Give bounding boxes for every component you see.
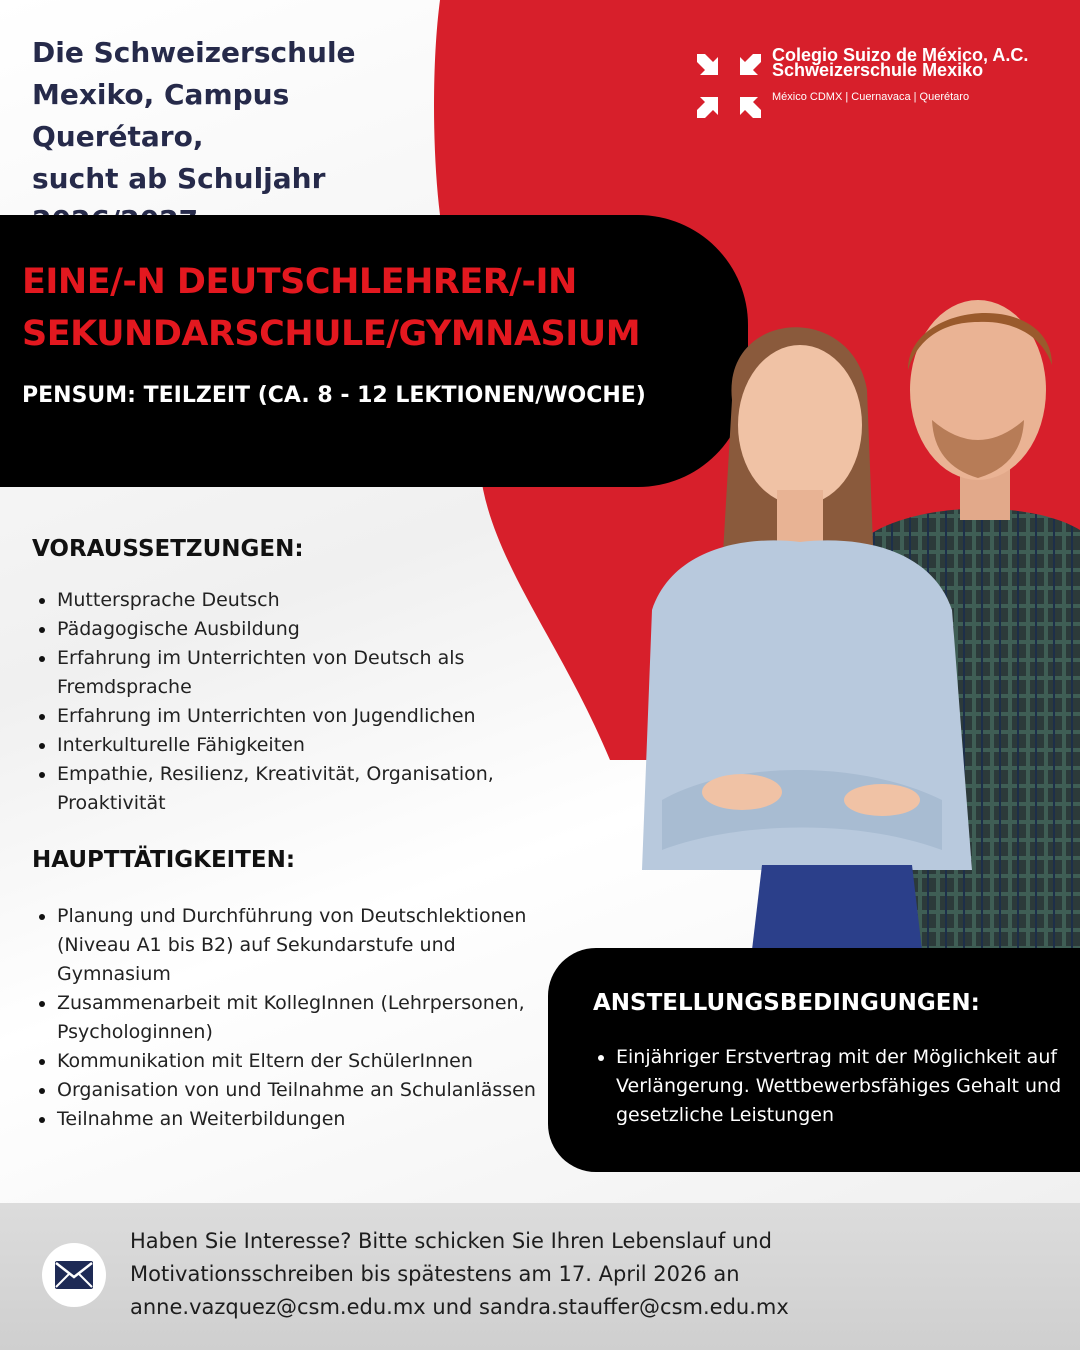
intro-line: sucht ab Schuljahr [32, 162, 326, 195]
logo-locations: México CDMX | Cuernavaca | Querétaro [772, 91, 970, 103]
list-item: • Empathie, Resilienz, Kreativität, Organisation, Proaktivität [57, 760, 577, 818]
logo-title-line: Colegio Suizo de México, A.C. [772, 45, 1029, 65]
list-item: • Interkulturelle Fähigkeiten [57, 731, 577, 760]
list-item: • Kommunikation mit Eltern der SchülerInnen [57, 1047, 557, 1076]
duties-heading: HAUPTTÄTIGKEITEN: [32, 847, 296, 873]
conditions-heading: ANSTELLUNGSBEDINGUNGEN: [593, 990, 980, 1016]
contact-emails[interactable]: anne.vazquez@csm.edu.mx und sandra.stauffer@csm.edu.mx [130, 1295, 789, 1319]
intro-text [32, 32, 452, 242]
envelope-icon [54, 1260, 94, 1290]
list-item: • Pädagogische Ausbildung [57, 615, 577, 644]
school-logo-mark-icon [694, 50, 764, 122]
school-logo [694, 45, 1054, 130]
position-title-line: SEKUNDARSCHULE/GYMNASIUM [22, 314, 641, 354]
conditions-list [592, 1043, 1076, 1130]
list-item: • Planung und Durchführung von Deutschlektionen (Niveau A1 bis B2) auf Sekundarstufe und Gymnasium [57, 902, 557, 989]
intro-line: Mexiko, Campus Querétaro, [32, 78, 290, 153]
requirements-heading: VORAUSSETZUNGEN: [32, 536, 304, 562]
list-item: • Teilnahme an Weiterbildungen [57, 1105, 557, 1134]
list-item: • Muttersprache Deutsch [57, 586, 577, 615]
list-item: • Erfahrung im Unterrichten von Deutsch als Fremdsprache [57, 644, 577, 702]
envelope-icon-badge [42, 1243, 106, 1307]
pensum-text: PENSUM: TEILZEIT (CA. 8 - 12 LEKTIONEN/WOCHE) [22, 383, 646, 408]
teachers-photo [612, 280, 1080, 950]
duties-list [32, 902, 557, 1134]
intro-line: Die Schweizerschule [32, 36, 356, 69]
list-item: • Zusammenarbeit mit KollegInnen (Lehrpersonen, Psychologinnen) [57, 989, 557, 1047]
position-title-line: EINE/-N DEUTSCHLEHRER/-IN [22, 262, 577, 302]
contact-text [130, 1225, 890, 1324]
contact-line: Motivationsschreiben bis spätestens am 17. April 2026 an [130, 1262, 740, 1286]
contact-line: Haben Sie Interesse? Bitte schicken Sie Ihren Lebenslauf und [130, 1229, 772, 1253]
list-item: • Organisation von und Teilnahme an Schulanlässen [57, 1076, 557, 1105]
list-item: • Erfahrung im Unterrichten von Jugendlichen [57, 702, 577, 731]
list-item: • Einjähriger Erstvertrag mit der Möglichkeit auf Verlängerung. Wettbewerbsfähiges Gehalt und gesetzliche Leistungen [616, 1043, 1076, 1130]
requirements-list [32, 586, 577, 818]
logo-title-line: Schweizerschule Mexiko [772, 60, 984, 80]
